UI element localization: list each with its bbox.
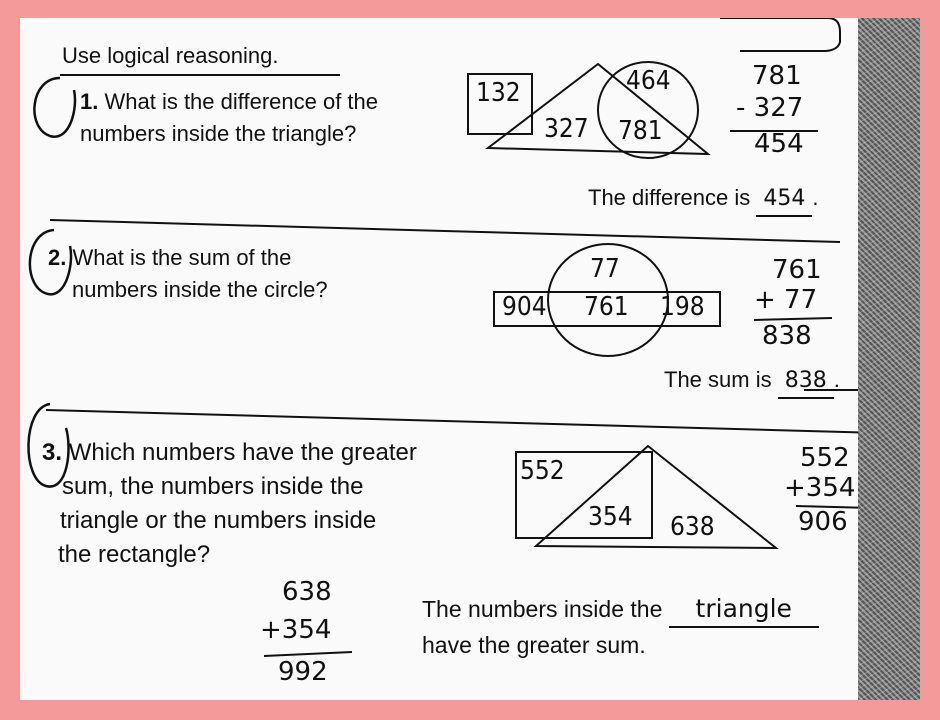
p2-number: 2. xyxy=(48,245,67,270)
divider-2 xyxy=(46,410,918,434)
p1-work-bottom: - 327 xyxy=(736,93,804,123)
p3-question-line3: triangle or the numbers inside xyxy=(60,507,377,534)
p2-number-overlap: 761 xyxy=(584,292,629,322)
p1-question-line1: What is the difference of the xyxy=(104,89,379,114)
p3-question xyxy=(42,436,417,572)
p1-answer-suffix: . xyxy=(812,185,819,210)
p2-answer-prefix: The sum is xyxy=(664,367,772,392)
p1-number: 1. xyxy=(80,89,99,114)
p2-question xyxy=(48,242,328,306)
p3-number-rect: 552 xyxy=(520,456,565,486)
p2-work-bottom: + 77 xyxy=(754,285,818,315)
p1-answer xyxy=(588,182,819,217)
p3-triangle xyxy=(536,446,776,548)
p2-number-circle-top: 77 xyxy=(590,254,620,284)
p2-number-right: 198 xyxy=(660,292,705,322)
p1-question-line2: numbers inside the triangle? xyxy=(80,121,357,146)
p1-number-overlap: 781 xyxy=(618,116,663,146)
p3-right-work-bottom: +354 xyxy=(784,473,856,503)
p3-left-work-bottom: +354 xyxy=(260,615,332,645)
p3-left-work-result: 992 xyxy=(278,657,328,687)
p2-work-top: 761 xyxy=(772,255,822,285)
p3-answer xyxy=(422,592,819,662)
instruction-text: Use logical reasoning. xyxy=(62,43,279,68)
p3-answer-prefix: The numbers inside the xyxy=(422,596,663,622)
header-box-edge xyxy=(720,18,840,51)
p3-number: 3. xyxy=(42,439,63,466)
p1-answer-prefix: The difference is xyxy=(588,185,751,210)
p3-left-work-bar xyxy=(264,652,352,656)
p2-work-result: 838 xyxy=(762,321,812,351)
p3-number-overlap: 354 xyxy=(588,502,633,532)
p2-answer-value: 838 xyxy=(778,365,834,399)
p3-answer-value: triangle xyxy=(669,592,819,628)
p2-question-line1: What is the sum of the xyxy=(72,245,292,270)
p1-work-result: 454 xyxy=(754,129,804,159)
p2-answer xyxy=(664,364,840,399)
p1-answer-value: 454 xyxy=(756,183,812,217)
p2-question-line2: numbers inside the circle? xyxy=(72,277,328,302)
p3-right-work-top: 552 xyxy=(800,443,850,473)
p1-number-rect: 132 xyxy=(476,78,521,108)
p2-answer-suffix: . xyxy=(833,367,840,392)
p2-work-bar xyxy=(754,318,832,320)
divider-1 xyxy=(50,220,840,242)
p1-question xyxy=(80,86,378,150)
p3-answer-line2: have the greater sum. xyxy=(422,632,646,658)
p3-question-line4: the rectangle? xyxy=(58,541,211,568)
p3-left-work-top: 638 xyxy=(282,577,332,607)
p1-number-triangle: 327 xyxy=(544,114,589,144)
p3-question-line2: sum, the numbers inside the xyxy=(62,473,364,500)
p1-work-top: 781 xyxy=(752,61,802,91)
p1-number-circle-top: 464 xyxy=(626,66,671,96)
problem1-loop xyxy=(34,78,75,137)
table-surface-edge xyxy=(858,18,920,700)
p2-number-left: 904 xyxy=(502,292,547,322)
p3-right-work-result: 906 xyxy=(798,507,848,537)
p3-question-line1: Which numbers have the greater xyxy=(68,439,417,466)
p3-number-triangle: 638 xyxy=(670,512,715,542)
worksheet-photo xyxy=(20,18,920,700)
